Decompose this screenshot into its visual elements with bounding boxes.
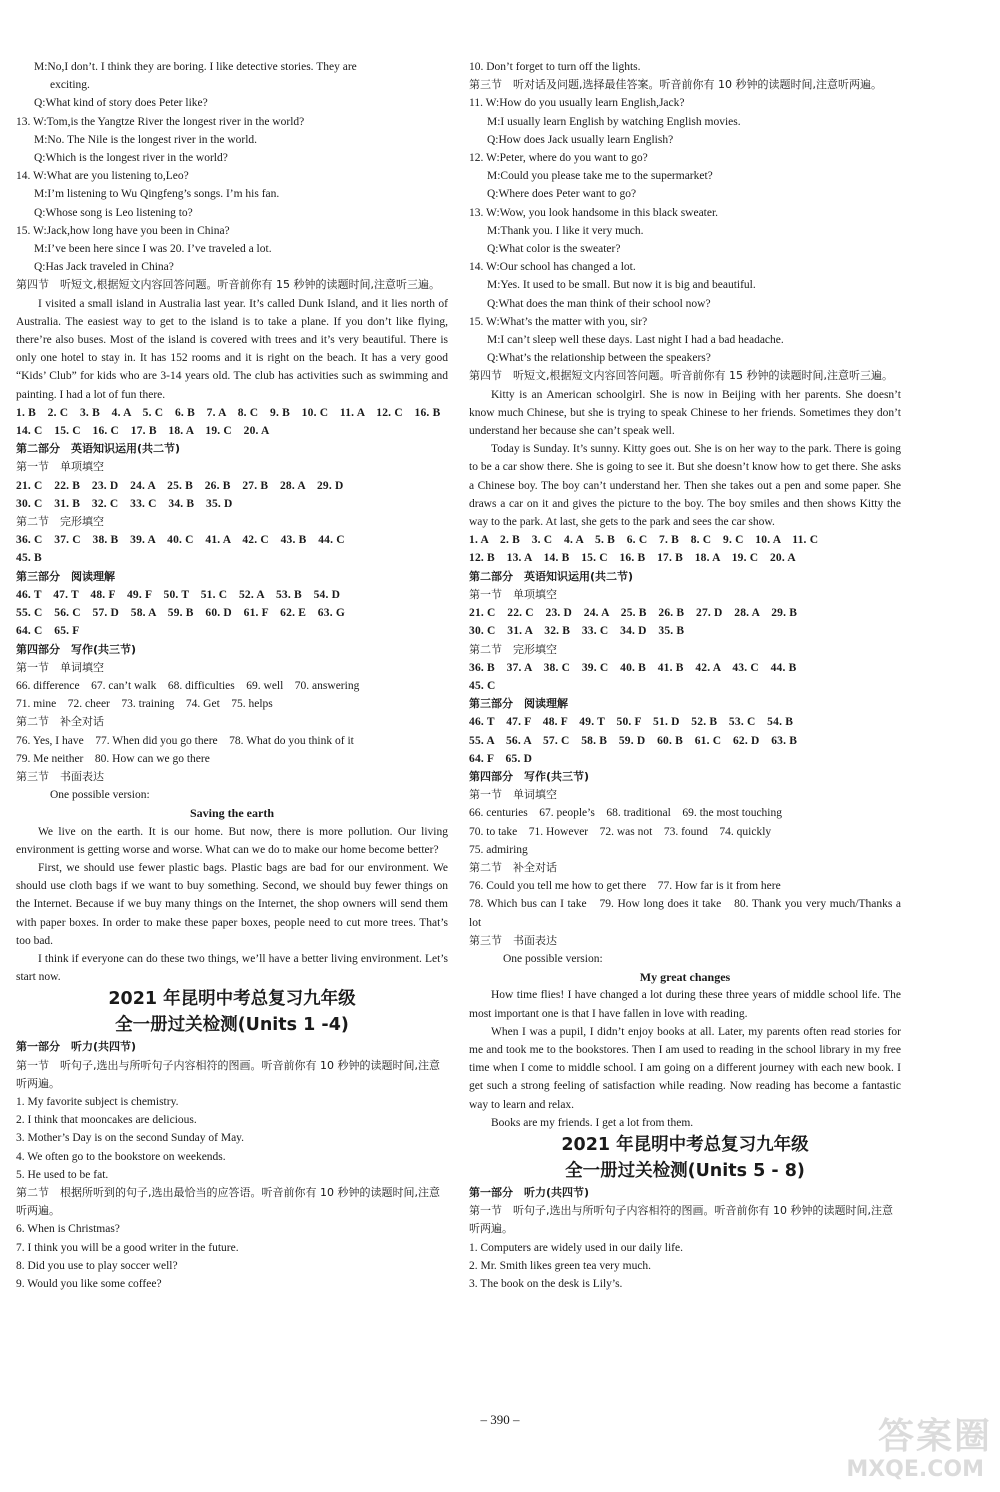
left-line: 4. We often go to the bookstore on weekends. — [16, 1150, 226, 1163]
right-line: 2. Mr. Smith likes green tea very much. — [469, 1259, 652, 1272]
right-line: 第二节 补全对话 — [469, 860, 557, 874]
left-line: 21. C 22. B 23. D 24. A 25. B 26. B 27. B 28. A 29. D — [16, 479, 344, 492]
right-line: Q:Where does Peter want to go? — [487, 188, 637, 201]
left-line: M:No,I don’t. I think they are boring. I like detective stories. They are — [34, 61, 357, 73]
right-line: 14. W:Our school has changed a lot. — [469, 261, 636, 274]
left-line: 55. C 56. C 57. D 58. A 59. B 60. D 61. F 62. E 63. G — [16, 607, 345, 620]
left-line: Saving the earth — [190, 806, 274, 821]
right-line: 第一部分 听力(共四节) — [469, 1185, 590, 1199]
left-line: Q:What kind of story does Peter like? — [34, 97, 208, 110]
right-line: 第四节 听短文,根据短文内容回答问题。听音前你有 15 秒钟的读题时间,注意听三遍。 — [469, 369, 893, 383]
right-line: Kitty is an American schoolgirl. She is now in Beijing with her parents. She doesn’t know much Chinese, but she is trying to speak Chinese to her friends. Sometimes they don’t understand her because she can’t speak well. — [469, 388, 901, 438]
left-line: M:No. The Nile is the longest river in the world. — [34, 133, 258, 146]
left-line: One possible version: — [50, 789, 150, 802]
right-line: Q:What color is the sweater? — [487, 243, 621, 256]
right-line: 21. C 22. C 23. D 24. A 25. B 26. B 27. D 28. A 29. B — [469, 607, 798, 620]
left-line: 7. I think you will be a good writer in the future. — [16, 1241, 239, 1254]
left-line: 2021 年昆明中考总复习九年级 — [108, 989, 356, 1010]
page-number: – 390 – — [480, 1412, 520, 1427]
right-line: 第一节 听句子,选出与所听句子内容相符的图画。听音前你有 10 秒钟的读题时间,注意听两遍。 — [469, 1204, 893, 1236]
right-line: M:I can’t sleep well these days. Last night I had a bad headache. — [487, 334, 784, 347]
left-line: 30. C 31. B 32. C 33. C 34. B 35. D — [16, 497, 233, 510]
left-line: 76. Yes, I have 77. When did you go there 78. What do you think of it — [16, 734, 354, 747]
left-line: 第三部分 阅读理解 — [16, 569, 115, 583]
left-line: 64. C 65. F — [16, 625, 80, 638]
left-line: 2. I think that mooncakes are delicious. — [16, 1114, 197, 1127]
left-line: exciting. — [50, 79, 90, 92]
left-line: 8. Did you use to play soccer well? — [16, 1259, 178, 1272]
left-line: 13. W:Tom,is the Yangtze River the longest river in the world? — [16, 115, 305, 128]
left-line: Q:Whose song is Leo listening to? — [34, 206, 193, 219]
right-line: 45. C — [469, 679, 496, 692]
left-line: 14. W:What are you listening to,Leo? — [16, 170, 189, 183]
left-line: We live on the earth. It is our home. But now, there is more pollution. Our living environment is getting worse and worse. What can we do to make our home become better? — [16, 825, 448, 856]
left-line: Q:Which is the longest river in the world? — [34, 152, 228, 165]
left-line: I think if everyone can do these two things, we’ll have a better living environment. Let’s start now. — [16, 952, 448, 984]
left-line: 第三节 书面表达 — [16, 769, 104, 783]
right-column — [469, 58, 901, 1293]
right-line: 第三节 听对话及问题,选择最佳答案。听音前你有 10 秒钟的读题时间,注意听两遍。 — [469, 78, 882, 92]
right-line: How time flies! I have changed a lot during these three years of middle school life. The most important one is that I have fallen in love with reading. — [469, 989, 901, 1020]
left-line: 36. C 37. C 38. B 39. A 40. C 41. A 42. C 43. B 44. C — [16, 534, 345, 547]
left-line: 全一册过关检测(Units 1 -4) — [115, 1015, 349, 1036]
left-line: 第二部分 英语知识运用(共二节) — [16, 442, 181, 456]
right-line: 36. B 37. A 38. C 39. C 40. B 41. B 42. A 43. C 44. B — [469, 661, 797, 674]
left-line: 1. My favorite subject is chemistry. — [16, 1095, 179, 1108]
right-line: My great changes — [639, 970, 731, 985]
left-line: 79. Me neither 80. How can we go there — [16, 752, 210, 765]
right-line: One possible version: — [503, 952, 603, 965]
left-line: 第四节 听短文,根据短文内容回答问题。听音前你有 15 秒钟的读题时间,注意听三遍。 — [16, 278, 440, 292]
right-line: 78. Which bus can I take 79. How long does it take 80. Thank you very much/Thanks a lot — [469, 898, 901, 929]
right-line: M:I usually learn English by watching English movies. — [487, 115, 741, 128]
right-line: Today is Sunday. It’s sunny. Kitty goes out. She is on her way to the park. There is going to be a car show there. She is going to see it. But she doesn’t know how to get there. She asks a Chinese boy. The boy can’t understand her. Then she takes out a pen and some paper. She draws a car on it and gives the picture to the boy. The boy smiles and then shows Kitty the way to the park. At last, she gets to the park and sees the car show. — [469, 443, 901, 529]
right-line: 70. to take 71. However 72. was not 73. found 74. quickly — [469, 825, 772, 838]
left-line: 第二节 完形填空 — [16, 515, 104, 529]
right-line: 10. Don’t forget to turn off the lights. — [469, 61, 641, 73]
right-line: 15. W:What’s the matter with you, sir? — [469, 315, 648, 328]
right-line: 1. Computers are widely used in our daily life. — [469, 1241, 683, 1254]
left-line: 第二节 根据所听到的句子,选出最恰当的应答语。听音前你有 10 秒钟的读题时间,注意听两遍。 — [16, 1185, 440, 1218]
left-line: 15. W:Jack,how long have you been in China? — [16, 224, 230, 237]
right-line: M:Yes. It used to be small. But now it is big and beautiful. — [487, 279, 756, 292]
right-line: 第二部分 英语知识运用(共二节) — [469, 569, 634, 583]
left-line: 第一节 单项填空 — [16, 460, 104, 474]
right-line: 全一册过关检测(Units 5 - 8) — [565, 1160, 805, 1181]
right-line: 12. W:Peter, where do you want to go? — [469, 152, 648, 165]
watermark-url: MXQE.COM — [846, 1457, 984, 1482]
left-line: 第四部分 写作(共三节) — [16, 642, 137, 656]
left-line: 71. mine 72. cheer 73. training 74. Get 75. helps — [16, 698, 273, 711]
right-line: 11. W:How do you usually learn English,Jack? — [469, 97, 685, 110]
right-line: 第二节 完形填空 — [469, 642, 557, 656]
right-line: 13. W:Wow, you look handsome in this black sweater. — [469, 206, 719, 219]
right-line: 1. A 2. B 3. C 4. A 5. B 6. C 7. B 8. C 9. C 10. A 11. C — [469, 534, 819, 547]
right-line: M:Thank you. I like it very much. — [487, 224, 644, 237]
left-line: 45. B — [16, 552, 42, 565]
right-line: 第四部分 写作(共三节) — [469, 769, 590, 783]
right-line: Books are my friends. I get a lot from them. — [491, 1116, 694, 1129]
watermark-main: 答案圈 — [877, 1416, 992, 1457]
left-line: 第一节 单词填空 — [16, 660, 104, 674]
left-line: 第一部分 听力(共四节) — [16, 1040, 137, 1054]
right-line: Q:What does the man think of their school now? — [487, 297, 711, 310]
left-line: 1. B 2. C 3. B 4. A 5. C 6. B 7. A 8. C 9. B 10. C 11. A 12. C 16. B 14. C 15. C 16. C 17. B 18. A 19. C 20. A — [16, 406, 453, 438]
right-line: 46. T 47. F 48. F 49. T 50. F 51. D 52. B 53. C 54. B — [469, 716, 794, 729]
left-line: 6. When is Christmas? — [16, 1223, 120, 1236]
right-line: When I was a pupil, I didn’t enjoy books at all. Later, my parents often read stories for me and took me to the bookstores. Then I am used to reading in the school library in my free time when I come to middle school. I am going on a different journey with each new book. I get such a strong feeling of satisfaction while reading. Now reading has become a fantastic way to learn and relax. — [469, 1025, 901, 1111]
left-column — [16, 58, 453, 1293]
right-line: 第三部分 阅读理解 — [469, 697, 568, 711]
left-line: 66. difference 67. can’t walk 68. difficulties 69. well 70. answering — [16, 679, 360, 692]
right-line: 2021 年昆明中考总复习九年级 — [561, 1134, 809, 1155]
left-line: M:I’ve been here since I was 20. I’ve traveled a lot. — [34, 243, 272, 256]
right-line: 3. The book on the desk is Lily’s. — [469, 1278, 623, 1290]
right-line: 第一节 单项填空 — [469, 587, 557, 601]
right-line: 30. C 31. A 32. B 33. C 34. D 35. B — [469, 625, 685, 638]
left-line: 46. T 47. T 48. F 49. F 50. T 51. C 52. A 53. B 54. D — [16, 588, 341, 601]
left-line: 第一节 听句子,选出与所听句子内容相符的图画。听音前你有 10 秒钟的读题时间,注意听两遍。 — [16, 1058, 440, 1090]
right-line: M:Could you please take me to the supermarket? — [487, 170, 713, 183]
right-line: 75. admiring — [469, 843, 528, 856]
left-line: M:I’m listening to Wu Qingfeng’s songs. I’m his fan. — [34, 188, 280, 201]
left-line: First, we should use fewer plastic bags. Plastic bags are bad for our environment. We should use cloth bags if we want to buy something. Second, we should buy fewer things on the Internet. Because if we buy many things on the Internet, the shop owners will send them with paper boxes. In order to make these paper boxes, people need to cut more trees. That’s too bad. — [16, 861, 448, 947]
left-line: I visited a small island in Australia last year. It’s called Dunk Island, and it lies north of Australia. The easiest way to get to the island is to take a plane. If you don’t like flying, there’re also buses. Most of the island is covered with trees and it’s very beautiful. There is only one hotel to stay in. It has 152 rooms and it is right on the beach. It has a very good “Kids’ Club” for kids who are 3-14 years old. The club has activities such as swimming and painting. I had a lot of fun there. — [16, 297, 448, 401]
left-line: 3. Mother’s Day is on the second Sunday of May. — [16, 1132, 245, 1145]
right-line: 第一节 单词填空 — [469, 788, 557, 802]
right-line: 66. centuries 67. people’s 68. traditional 69. the most touching — [469, 807, 783, 820]
right-line: Q:How does Jack usually learn English? — [487, 133, 674, 146]
watermark-logo — [832, 1408, 992, 1488]
right-line: 64. F 65. D — [469, 752, 533, 765]
left-line: Q:Has Jack traveled in China? — [34, 261, 174, 274]
right-line: 76. Could you tell me how to get there 77. How far is it from here — [469, 880, 781, 893]
right-line: 55. A 56. A 57. C 58. B 59. D 60. B 61. C 62. D 63. B — [469, 734, 798, 747]
right-line: 第三节 书面表达 — [469, 933, 557, 947]
left-line: 5. He used to be fat. — [16, 1168, 109, 1181]
right-line: 12. B 13. A 14. B 15. C 16. B 17. B 18. A 19. C 20. A — [469, 552, 796, 565]
left-line: 第二节 补全对话 — [16, 715, 104, 729]
left-line: 9. Would you like some coffee? — [16, 1278, 162, 1290]
right-line: Q:What’s the relationship between the speakers? — [487, 352, 711, 365]
